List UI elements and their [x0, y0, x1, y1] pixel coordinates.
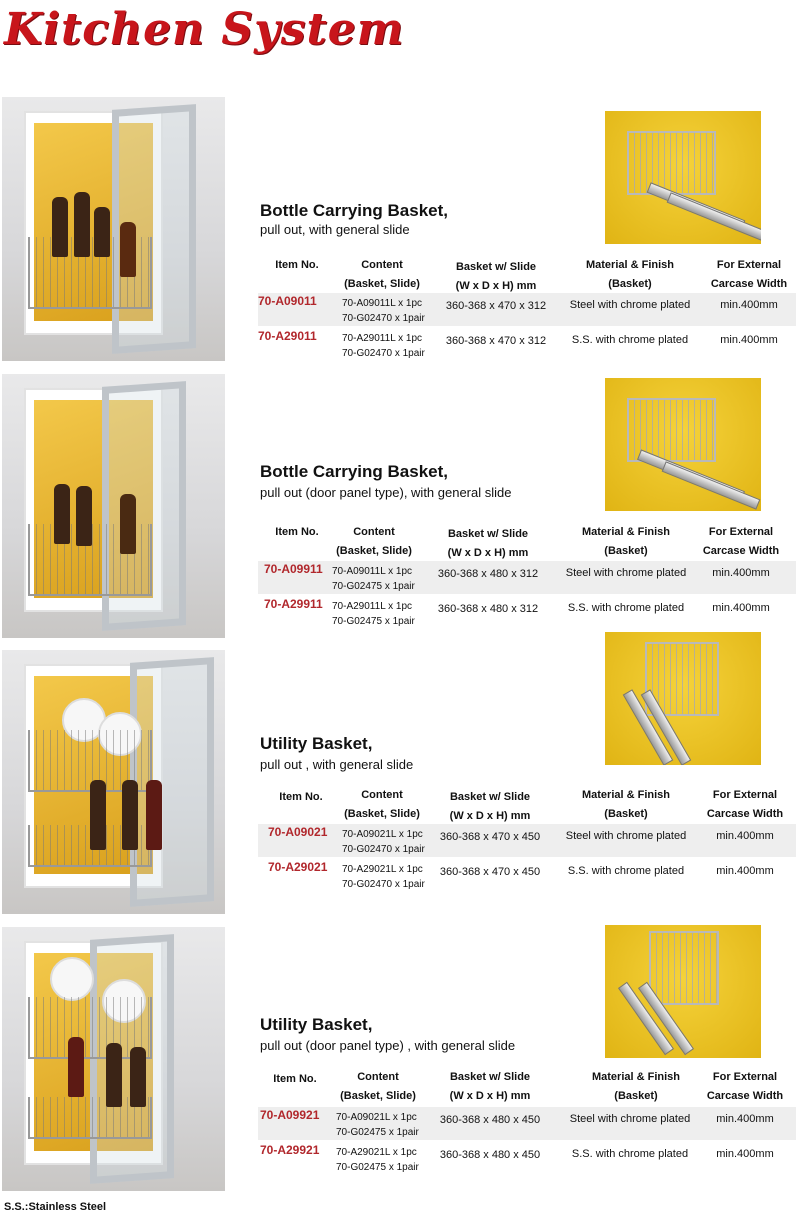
table-row	[258, 293, 796, 326]
page-title: Kitchen System	[4, 4, 405, 55]
header-width: For External Carcase Width	[706, 789, 784, 820]
header-size: Basket w/ Slide (W x D x H) mm	[455, 261, 537, 292]
basket-product-image	[605, 111, 761, 244]
cabinet-photo	[2, 927, 225, 1191]
header-item: Item No.	[279, 791, 323, 803]
item-width: min.400mm	[716, 865, 774, 877]
item-number: 70-A29011	[258, 329, 317, 343]
header-item: Item No.	[275, 526, 319, 538]
table-row	[258, 859, 796, 892]
table-row	[258, 596, 796, 629]
item-dimensions: 360-368 x 480 x 450	[439, 1149, 541, 1161]
header-content: Content (Basket, Slide)	[340, 1071, 416, 1102]
item-content: 70-A29011L x 1pc 70-G02475 x 1pair	[332, 601, 415, 627]
header-material: Material & Finish (Basket)	[585, 259, 675, 290]
item-dimensions: 360-368 x 480 x 450	[439, 1114, 541, 1126]
table-row	[258, 824, 796, 857]
item-width: min.400mm	[712, 567, 770, 579]
item-dimensions: 360-368 x 480 x 312	[437, 603, 539, 615]
basket-product-image	[605, 378, 761, 511]
product-section	[0, 374, 800, 644]
item-dimensions: 360-368 x 470 x 450	[439, 866, 541, 878]
header-item: Item No.	[273, 1073, 317, 1085]
item-width: min.400mm	[716, 1113, 774, 1125]
item-dimensions: 360-368 x 480 x 312	[437, 568, 539, 580]
item-material: S.S. with chrome plated	[567, 865, 685, 877]
item-dimensions: 360-368 x 470 x 312	[445, 335, 547, 347]
basket-product-image	[605, 632, 761, 765]
item-material: S.S. with chrome plated	[567, 602, 685, 614]
item-width: min.400mm	[716, 1148, 774, 1160]
item-content: 70-A09021L x 1pc 70-G02475 x 1pair	[336, 1112, 419, 1138]
table-row	[258, 1107, 796, 1140]
cabinet-photo	[2, 97, 225, 361]
item-content: 70-A09011L x 1pc 70-G02470 x 1pair	[342, 298, 425, 324]
section-subtitle: pull out, with general slide	[260, 222, 410, 237]
item-number: 70-A09921	[260, 1108, 320, 1122]
section-subtitle: pull out (door panel type), with general slide	[260, 485, 512, 500]
section-title: Bottle Carrying Basket,	[260, 462, 448, 481]
item-width: min.400mm	[716, 830, 774, 842]
item-number: 70-A09021	[268, 825, 328, 839]
product-section	[0, 927, 800, 1197]
header-size: Basket w/ Slide (W x D x H) mm	[449, 791, 531, 822]
item-content: 70-A29011L x 1pc 70-G02470 x 1pair	[342, 333, 425, 359]
header-material: Material & Finish (Basket)	[581, 789, 671, 820]
section-subtitle: pull out , with general slide	[260, 757, 414, 772]
item-number: 70-A29911	[264, 597, 323, 611]
header-content: Content (Basket, Slide)	[336, 526, 412, 557]
header-content: Content (Basket, Slide)	[344, 259, 420, 290]
item-number: 70-A09911	[264, 562, 323, 576]
item-number: 70-A09011	[258, 294, 317, 308]
header-size: Basket w/ Slide (W x D x H) mm	[447, 528, 529, 559]
header-content: Content (Basket, Slide)	[344, 789, 420, 820]
item-content: 70-A09021L x 1pc 70-G02470 x 1pair	[342, 829, 425, 855]
item-material: Steel with chrome plated	[565, 830, 687, 842]
header-material: Material & Finish (Basket)	[581, 526, 671, 557]
table-row	[258, 328, 796, 361]
item-material: Steel with chrome plated	[569, 1113, 691, 1125]
section-title: Bottle Carrying Basket,	[260, 201, 448, 220]
header-size: Basket w/ Slide (W x D x H) mm	[449, 1071, 531, 1102]
item-dimensions: 360-368 x 470 x 450	[439, 831, 541, 843]
table-row	[258, 1142, 796, 1175]
item-material: Steel with chrome plated	[565, 567, 687, 579]
item-content: 70-A09011L x 1pc 70-G02475 x 1pair	[332, 566, 415, 592]
footnote: S.S.:Stainless Steel	[4, 1201, 107, 1213]
item-content: 70-A29021L x 1pc 70-G02475 x 1pair	[336, 1147, 419, 1173]
section-title: Utility Basket,	[260, 734, 373, 753]
item-material: S.S. with chrome plated	[571, 334, 689, 346]
header-material: Material & Finish (Basket)	[591, 1071, 681, 1102]
item-content: 70-A29021L x 1pc 70-G02470 x 1pair	[342, 864, 425, 890]
basket-product-image	[605, 925, 761, 1058]
item-material: Steel with chrome plated	[569, 299, 691, 311]
header-width: For External Carcase Width	[710, 259, 788, 290]
header-width: For External Carcase Width	[706, 1071, 784, 1102]
item-number: 70-A29921	[260, 1143, 320, 1157]
item-width: min.400mm	[720, 299, 778, 311]
section-title: Utility Basket,	[260, 1015, 373, 1034]
item-dimensions: 360-368 x 470 x 312	[445, 300, 547, 312]
table-row	[258, 561, 796, 594]
header-item: Item No.	[275, 259, 319, 271]
product-section	[0, 97, 800, 367]
item-number: 70-A29021	[268, 860, 328, 874]
item-width: min.400mm	[720, 334, 778, 346]
header-width: For External Carcase Width	[702, 526, 780, 557]
cabinet-photo	[2, 650, 225, 914]
section-subtitle: pull out (door panel type) , with general slide	[260, 1038, 516, 1053]
item-width: min.400mm	[712, 602, 770, 614]
product-section	[0, 650, 800, 920]
cabinet-photo	[2, 374, 225, 638]
item-material: S.S. with chrome plated	[571, 1148, 689, 1160]
